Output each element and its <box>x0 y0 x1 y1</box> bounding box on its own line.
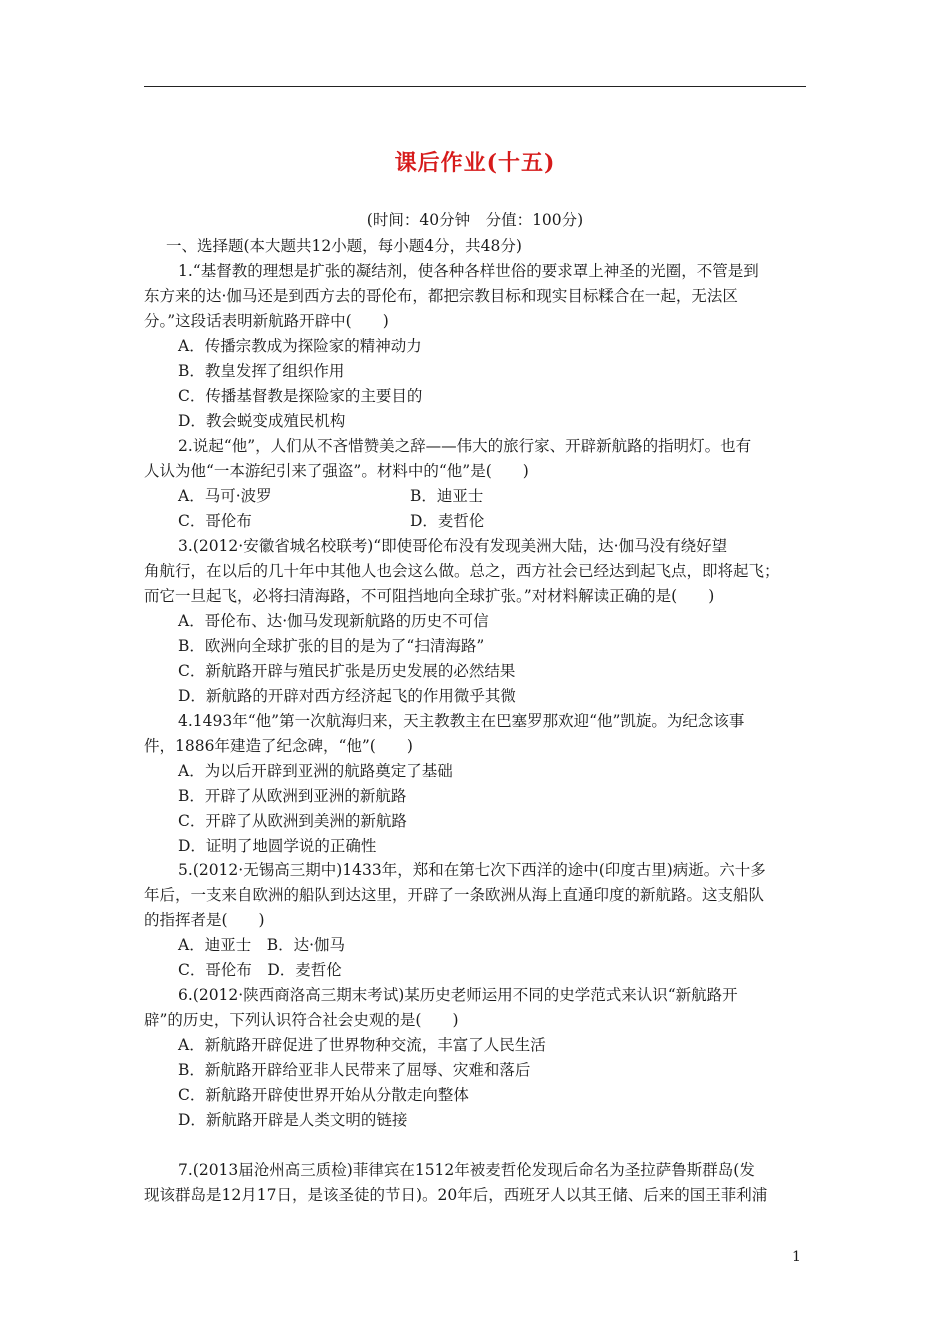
question-5-options-cd: C．哥伦布 D．麦哲伦 <box>178 961 342 979</box>
question-2-option-b: B．迪亚士 <box>410 487 484 505</box>
question-6-option-a: A．新航路开辟促进了世界物种交流，丰富了人民生活 <box>178 1036 546 1054</box>
question-4-line-2: 件，1886年建造了纪念碑，“他”( ) <box>144 737 413 755</box>
question-2-line-1: 2.说起“他”，人们从不吝惜赞美之辞——伟大的旅行家、开辟新航路的指明灯。也有 <box>178 437 752 455</box>
question-1-option-d: D．教会蜕变成殖民机构 <box>178 412 346 430</box>
question-1-option-a: A．传播宗教成为探险家的精神动力 <box>178 337 422 355</box>
question-1-line-3: 分。”这段话表明新航路开辟中( ) <box>144 312 389 330</box>
page-number: 1 <box>792 1249 801 1265</box>
question-6-option-b: B．新航路开辟给亚非人民带来了屈辱、灾难和落后 <box>178 1061 531 1079</box>
exam-meta: (时间：40分钟 分值：100分) <box>366 211 584 229</box>
question-6-line-1: 6.(2012·陕西商洛高三期末考试)某历史老师运用不同的史学范式来认识“新航路开 <box>178 986 738 1004</box>
question-5-line-3: 的指挥者是( ) <box>144 911 265 929</box>
question-1-option-c: C．传播基督教是探险家的主要目的 <box>178 387 423 405</box>
page-title: 课后作业(十五) <box>394 150 556 176</box>
question-6-option-d: D．新航路开辟是人类文明的链接 <box>178 1111 408 1129</box>
section-heading: 一、选择题(本大题共12小题，每小题4分，共48分) <box>166 237 522 255</box>
question-2-option-a: A．马可·波罗 <box>178 487 272 505</box>
question-4-option-c: C．开辟了从欧洲到美洲的新航路 <box>178 812 407 830</box>
question-3-option-d: D．新航路的开辟对西方经济起飞的作用微乎其微 <box>178 687 516 705</box>
question-7-line-1: 7.(2013届沧州高三质检)菲律宾在1512年被麦哲伦发现后命名为圣拉萨鲁斯群岛(发 <box>178 1161 755 1179</box>
question-6-line-2: 辟”的历史，下列认识符合社会史观的是( ) <box>144 1011 459 1029</box>
question-1-line-2: 东方来的达·伽马还是到西方去的哥伦布，都把宗教目标和现实目标糅合在一起，无法区 <box>144 287 738 305</box>
question-3-option-b: B．欧洲向全球扩张的目的是为了“扫清海路” <box>178 637 485 655</box>
header-rule <box>144 86 806 87</box>
question-4-option-b: B．开辟了从欧洲到亚洲的新航路 <box>178 787 407 805</box>
question-5-line-1: 5.(2012·无锡高三期中)1433年，郑和在第七次下西洋的途中(印度古里)病逝。六十多 <box>178 861 766 879</box>
question-4-option-d: D．证明了地圆学说的正确性 <box>178 837 377 855</box>
question-3-line-3: 而它一旦起飞，必将扫清海路，不可阻挡地向全球扩张。”对材料解读正确的是( ) <box>144 587 715 605</box>
question-5-options-ab: A．迪亚士 B．达·伽马 <box>178 936 346 954</box>
question-3-line-1: 3.(2012·安徽省城名校联考)“即使哥伦布没有发现美洲大陆，达·伽马没有绕好望 <box>178 537 728 555</box>
question-1-line-1: 1.“基督教的理想是扩张的凝结剂，使各种各样世俗的要求罩上神圣的光圈，不管是到 <box>178 262 759 280</box>
question-2-option-c: C．哥伦布 <box>178 512 252 530</box>
question-7-line-2: 现该群岛是12月17日，是该圣徒的节日)。20年后，西班牙人以其王储、后来的国王菲利浦 <box>144 1186 768 1204</box>
question-6-option-c: C．新航路开辟使世界开始从分散走向整体 <box>178 1086 469 1104</box>
question-2-option-d: D．麦哲伦 <box>410 512 485 530</box>
question-3-option-a: A．哥伦布、达·伽马发现新航路的历史不可信 <box>178 612 489 630</box>
question-4-option-a: A．为以后开辟到亚洲的航路奠定了基础 <box>178 762 453 780</box>
question-3-line-2: 角航行，在以后的几十年中其他人也会这么做。总之，西方社会已经达到起飞点，即将起飞； <box>144 562 780 580</box>
question-4-line-1: 4.1493年“他”第一次航海归来，天主教教主在巴塞罗那欢迎“他”凯旋。为纪念该事 <box>178 712 745 730</box>
question-5-line-2: 年后，一支来自欧洲的船队到达这里，开辟了一条欧洲从海上直通印度的新航路。这支船队 <box>144 886 765 904</box>
question-1-option-b: B．教皇发挥了组织作用 <box>178 362 345 380</box>
question-2-line-2: 人认为他“一本游纪引来了强盗”。材料中的“他”是( ) <box>144 462 529 480</box>
question-3-option-c: C．新航路开辟与殖民扩张是历史发展的必然结果 <box>178 662 516 680</box>
